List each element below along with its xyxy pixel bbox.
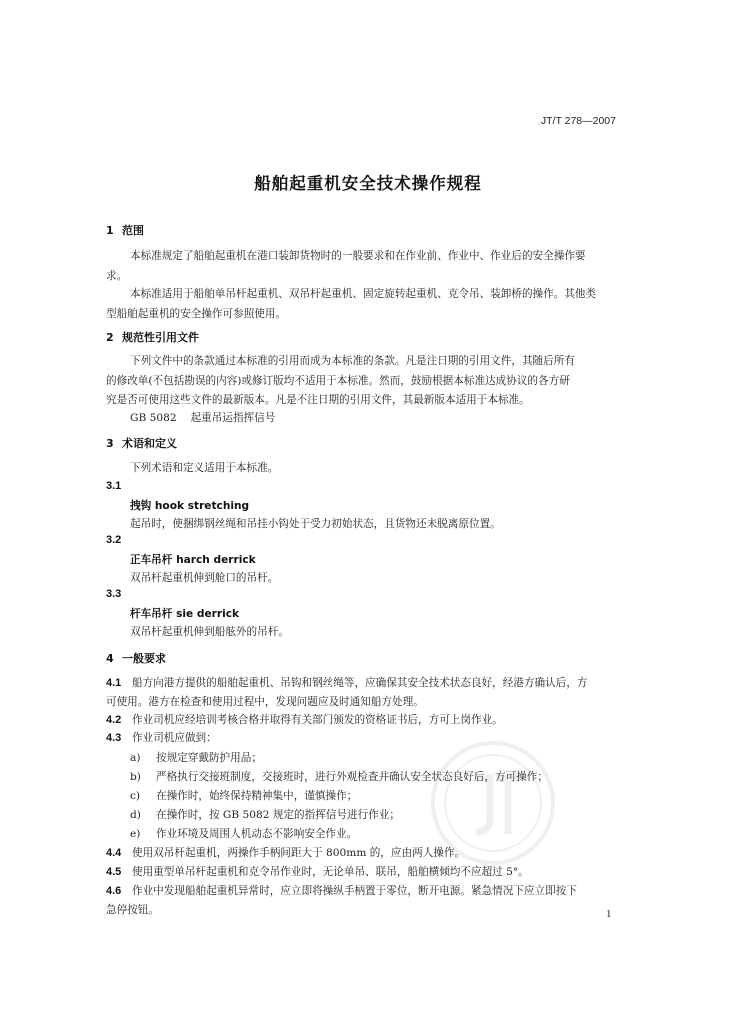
clause-text: 使用双吊杆起重机，两操作手柄间距大于 800mm 的，应由两人操作。 [132, 847, 466, 859]
section-4-heading [106, 650, 166, 666]
list-item [130, 826, 357, 841]
reference-title: 起重吊运指挥信号 [190, 412, 276, 424]
clause-number: 4.5 [106, 866, 122, 878]
section-number: 4 [106, 652, 114, 665]
section-number: 2 [106, 331, 114, 344]
list-item [130, 807, 400, 822]
clause-number: 4.1 [106, 677, 122, 689]
list-item-text: 按规定穿戴防护用品； [156, 752, 262, 764]
jt-seal-icon [428, 738, 558, 868]
clause-text: 作业司机应做到： [132, 732, 217, 744]
section-number: 1 [106, 224, 114, 237]
list-item-label: b) [130, 771, 141, 783]
clause-text: 作业中发现船舶起重机异常时，应立即将操纵手柄置于零位，断开电源。紧急情况下应立即按下 [132, 885, 577, 897]
paragraph-line: 可使用。港方在检查和使用过程中，发现问题应及时通知船方处理。 [106, 696, 424, 708]
clause-text: 使用重型单吊杆起重机和克令吊作业时，无论单吊、联吊，船舶横倾均不应超过 5°。 [132, 866, 529, 878]
list-item-text: 在操作时，始终保持精神集中，谨慎操作； [156, 790, 358, 802]
section-number: 3 [106, 437, 114, 450]
term-number: 3.1 [106, 480, 122, 492]
section-title: 术语和定义 [122, 437, 177, 450]
section-title: 范围 [122, 224, 144, 237]
paragraph-line: 求。 [106, 270, 128, 282]
list-item-text: 作业环境及周围人机动态不影响安全作业。 [156, 828, 358, 840]
list-item [130, 750, 262, 765]
list-item-label: e) [130, 828, 141, 840]
term-definition: 起吊时，使捆绑钢丝绳和吊挂小钩处于受力初始状态，且货物还未脱离原位置。 [130, 518, 501, 530]
paragraph-line: 急停按钮。 [106, 904, 159, 916]
paragraph-line: 的修改单(不包括勘误的内容)或修订版均不适用于本标准。然而，鼓励根据本标准达成协议的各方研 [106, 375, 570, 387]
clause-4-1 [106, 675, 588, 690]
clause-4-4 [106, 845, 465, 860]
paragraph-line: 本标准规定了船舶起重机在港口装卸货物时的一般要求和在作业前、作业中、作业后的安全操作要 [130, 250, 586, 262]
paragraph-line: 下列文件中的条款通过本标准的引用而成为本标准的条款。凡是注日期的引用文件，其随后所有 [130, 355, 575, 367]
reference-code: GB 5082 [130, 412, 177, 424]
clause-text: 船方向港方提供的船舶起重机、吊钩和钢丝绳等，应确保其安全技术状态良好，经港方确认后，方 [132, 677, 588, 689]
page-number: 1 [606, 908, 612, 920]
list-item-text: 在操作时，按 GB 5082 规定的指挥信号进行作业； [156, 809, 400, 821]
paragraph-line: 型船舶起重机的安全操作可参照使用。 [106, 308, 287, 320]
section-1-heading [106, 222, 144, 238]
clause-text: 作业司机应经培训考核合格并取得有关部门颁发的资格证书后，方可上岗作业。 [132, 714, 503, 726]
list-item-label: d) [130, 809, 141, 821]
standard-number: JT/T 278—2007 [540, 115, 616, 127]
term-definition: 双吊杆起重机伸到舱口的吊杆。 [130, 572, 279, 584]
term-name: 拽钩 hook stretching [130, 500, 250, 512]
term-name: 杆车吊杆 sie derrick [130, 608, 240, 620]
paragraph-line: 究是否可使用这些文件的最新版本。凡是不注日期的引用文件，其最新版本适用于本标准。 [106, 394, 530, 406]
list-item-label: c) [130, 790, 141, 802]
section-3-heading [106, 435, 177, 451]
section-title: 规范性引用文件 [122, 331, 199, 344]
clause-number: 4.2 [106, 714, 122, 726]
section-title: 一般要求 [122, 652, 166, 665]
clause-4-3 [106, 730, 217, 745]
clause-number: 4.3 [106, 732, 122, 744]
section-2-heading [106, 329, 199, 345]
list-item-text: 严格执行交接班制度，交接班时，进行外观检查并确认安全状态良好后，方可操作； [156, 771, 548, 783]
clause-4-2 [106, 712, 503, 727]
clause-number: 4.4 [106, 847, 122, 859]
clause-4-6 [106, 883, 577, 898]
paragraph-line: 本标准适用于船舶单吊杆起重机、双吊杆起重机、固定旋转起重机、克令吊、装卸桥的操作。其他类 [130, 288, 597, 300]
clause-number: 4.6 [106, 885, 122, 897]
normative-reference [130, 410, 275, 425]
list-item [130, 788, 357, 803]
term-number: 3.2 [106, 534, 122, 546]
term-name: 正车吊杆 harch derrick [130, 554, 256, 566]
term-definition: 双吊杆起重机伸到船舷外的吊杆。 [130, 626, 289, 638]
section-intro: 下列术语和定义适用于本标准。 [130, 462, 279, 474]
document-title: 船舶起重机安全技术操作规程 [254, 174, 482, 193]
list-item-label: a) [130, 752, 141, 764]
term-number: 3.3 [106, 588, 122, 600]
